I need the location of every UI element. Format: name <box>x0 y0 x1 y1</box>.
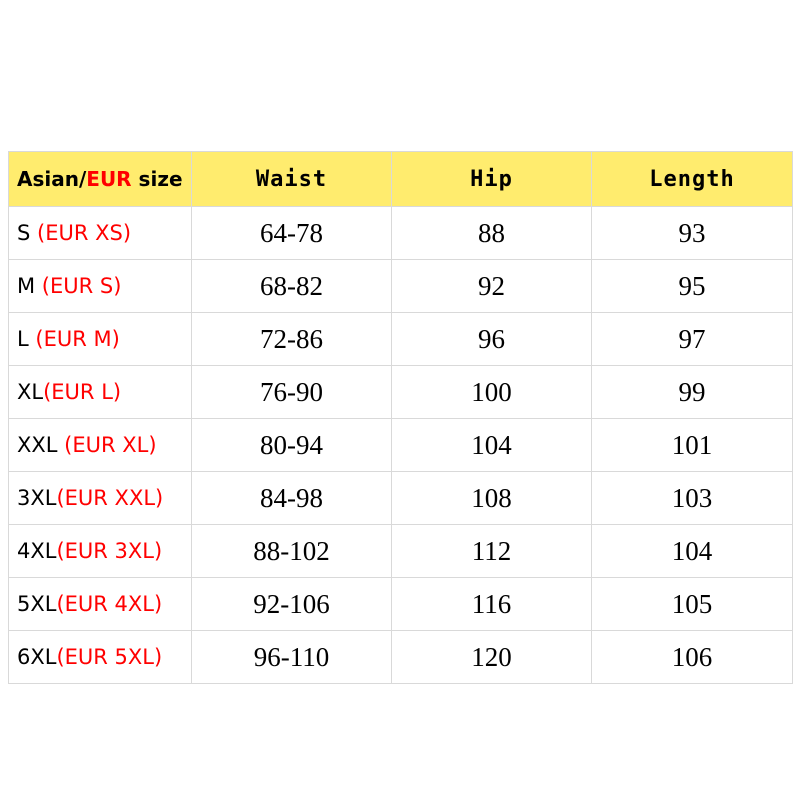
size-asian: 5XL <box>17 592 57 616</box>
cell-length: 104 <box>592 525 793 578</box>
header-waist: Waist <box>192 152 392 207</box>
size-eur: (EUR L) <box>43 380 122 404</box>
header-length: Length <box>592 152 793 207</box>
size-asian: 6XL <box>17 645 57 669</box>
size-eur: (EUR 3XL) <box>56 539 163 563</box>
cell-size <box>9 419 192 472</box>
table-row <box>9 260 793 313</box>
cell-waist: 68-82 <box>192 260 392 313</box>
cell-size <box>9 472 192 525</box>
table-row <box>9 419 793 472</box>
size-eur: (EUR XS) <box>30 221 132 245</box>
header-hip: Hip <box>392 152 592 207</box>
cell-waist: 88-102 <box>192 525 392 578</box>
cell-length: 106 <box>592 631 793 684</box>
cell-length: 105 <box>592 578 793 631</box>
cell-hip: 116 <box>392 578 592 631</box>
cell-length: 95 <box>592 260 793 313</box>
size-asian: L <box>17 327 29 351</box>
header-row <box>9 152 793 207</box>
header-size-suffix: size <box>131 167 183 191</box>
cell-length: 103 <box>592 472 793 525</box>
table-row <box>9 366 793 419</box>
cell-length: 93 <box>592 207 793 260</box>
size-eur: (EUR S) <box>35 274 122 298</box>
cell-length: 97 <box>592 313 793 366</box>
cell-hip: 92 <box>392 260 592 313</box>
cell-waist: 92-106 <box>192 578 392 631</box>
size-eur: (EUR 4XL) <box>56 592 163 616</box>
cell-length: 101 <box>592 419 793 472</box>
cell-waist: 80-94 <box>192 419 392 472</box>
table-body <box>9 207 793 684</box>
table-row <box>9 631 793 684</box>
cell-waist: 72-86 <box>192 313 392 366</box>
cell-waist: 84-98 <box>192 472 392 525</box>
size-asian: XL <box>17 380 44 404</box>
size-eur: (EUR M) <box>28 327 120 351</box>
header-size-asian: Asian/ <box>17 167 87 191</box>
cell-hip: 100 <box>392 366 592 419</box>
table-row <box>9 472 793 525</box>
size-chart-table <box>8 151 793 684</box>
cell-size <box>9 525 192 578</box>
cell-hip: 96 <box>392 313 592 366</box>
size-asian: M <box>17 274 36 298</box>
header-size-eur: EUR <box>86 167 132 191</box>
cell-waist: 76-90 <box>192 366 392 419</box>
table-row <box>9 207 793 260</box>
cell-hip: 104 <box>392 419 592 472</box>
cell-hip: 108 <box>392 472 592 525</box>
table-row <box>9 313 793 366</box>
size-asian: XXL <box>17 433 58 457</box>
cell-size <box>9 260 192 313</box>
table-row <box>9 578 793 631</box>
size-asian: 3XL <box>17 486 57 510</box>
table-row <box>9 525 793 578</box>
cell-waist: 96-110 <box>192 631 392 684</box>
size-eur: (EUR XL) <box>57 433 157 457</box>
cell-size <box>9 313 192 366</box>
size-eur: (EUR 5XL) <box>56 645 163 669</box>
cell-size <box>9 207 192 260</box>
size-asian: 4XL <box>17 539 57 563</box>
cell-hip: 88 <box>392 207 592 260</box>
cell-hip: 120 <box>392 631 592 684</box>
cell-size <box>9 631 192 684</box>
cell-size <box>9 578 192 631</box>
cell-length: 99 <box>592 366 793 419</box>
cell-size <box>9 366 192 419</box>
header-size <box>9 152 192 207</box>
size-eur: (EUR XXL) <box>56 486 164 510</box>
cell-waist: 64-78 <box>192 207 392 260</box>
cell-hip: 112 <box>392 525 592 578</box>
table-header <box>9 152 793 207</box>
size-asian: S <box>17 221 31 245</box>
